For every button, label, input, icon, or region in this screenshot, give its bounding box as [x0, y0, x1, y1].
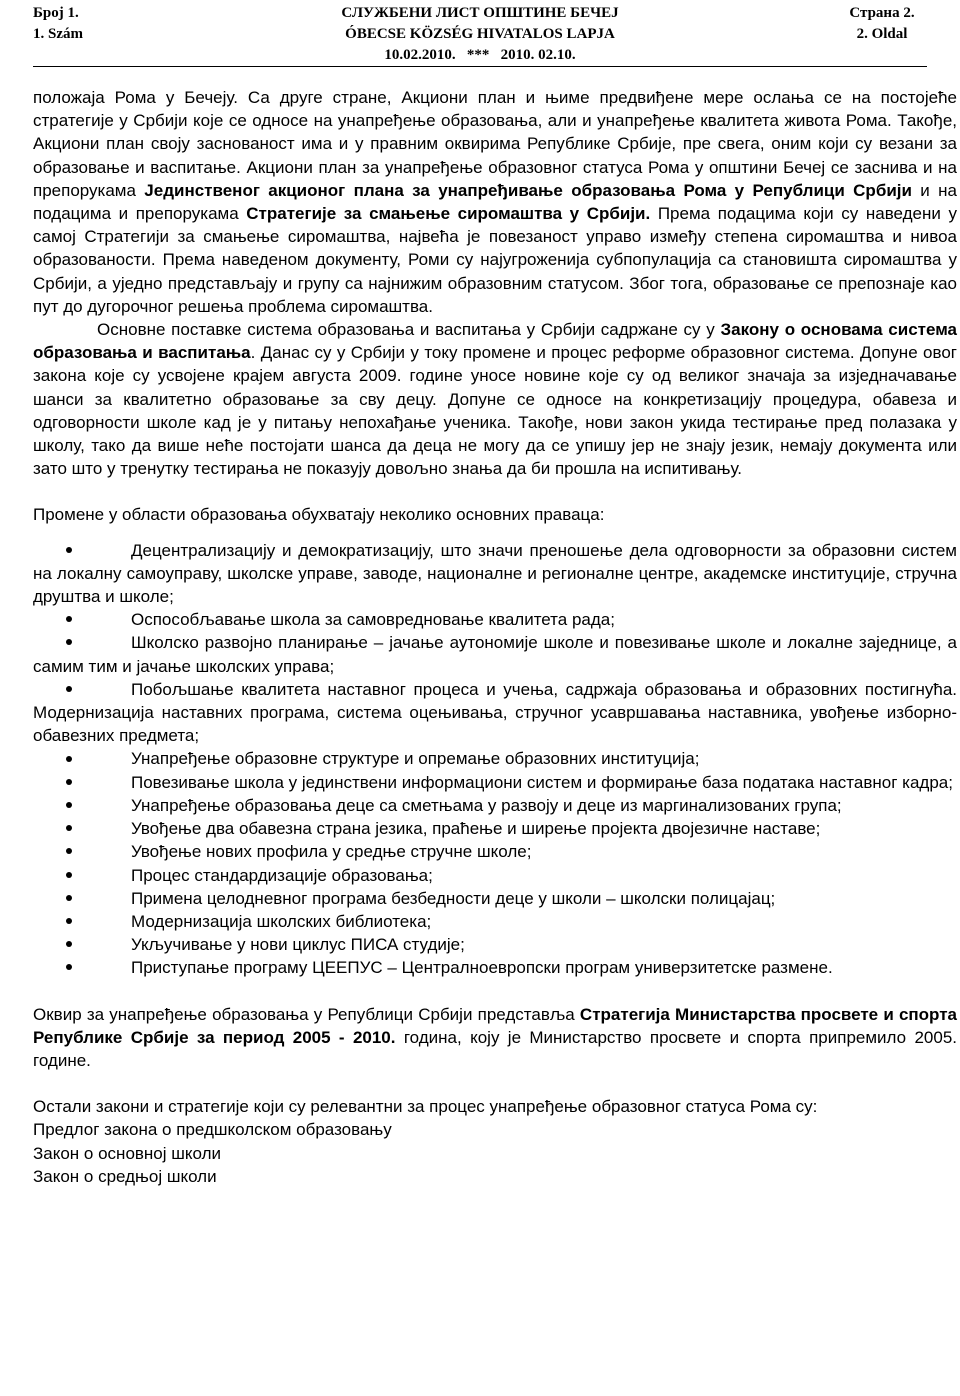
bullet-icon [33, 817, 131, 840]
list-item [33, 678, 957, 748]
list-item-text: Унапређење образовне структуре и опремање образовних институција; [131, 749, 700, 769]
list-item [33, 539, 957, 609]
list-item [33, 631, 957, 677]
list-item-text: Укључивање у нови циклус ПИСА студије; [131, 935, 465, 955]
paragraph-education-law: Основне поставке система образовања и васпитања у Србији садржане су у Закону о основама система образовања и васпитања. Данас су у Србији у току промене и процес реформе образовног система. Допуне овог закона које су усвојене крајем августа 2009. године уносе новине које су од великог значаја за изједначавање шанси за квалитетно образовање за сву децу. Допуне се односе на конкретизацију процедура, обавеза и одговорности школе кад је у питању непохађање ученика. Такође, нови закон укида тестирање пред полазака у школу, тако да више неће постојати шанса да деца не могу да се упишу јер не знају језик, немају документа или зато што у тренутку тестирања не показују довољно знања да би прошла на испитивању. [33, 320, 958, 479]
bullet-icon [33, 631, 131, 654]
bullet-icon [33, 747, 131, 770]
bullet-icon [33, 933, 131, 956]
bullet-icon [33, 771, 131, 794]
bullet-icon [33, 608, 131, 631]
bullet-icon [33, 539, 131, 562]
list-item-text: Процес стандардизације образовања; [131, 865, 433, 885]
list-item [33, 864, 957, 887]
bullet-icon [33, 956, 131, 979]
list-item-text: Школско развојно планирање – јачање аутономије школе и повезивање школе и локалне заједнице, а самим тим и јачање школских управа; [33, 633, 957, 676]
law-item: Закон о основној школи [33, 1143, 222, 1163]
list-item [33, 747, 957, 770]
paragraph-roma-action-plan: положаја Рома у Бечеју. Са друге стране, Акциони план и њиме предвиђене мере ослања се на постојеће стратегије у Србији које се односе на унапређење образовања, али и унапређење квалитета живота Рома. Такође, Акциони план своју заснованост има и у правним оквирима Републике Србије, пре свега, оним који су везани за образовање и васпитање. Акциони план за унапређење образовног статуса Рома у општини Бечеј се заснива и на препорукама Јединственог акционог плана за унапређивање образовања Рома у Републици Србији и на подацима и препорукама Стратегије за смањење сиромаштва у Србији. Према подацима који су наведени у самој Стратегији за смањење сиромаштва, највећа је повезаност управо између степена сиромаштва и нивоа образованости. Према наведеном документу, Роми су најугроженија субпопулација са становишта сиромаштва у Србији, а уједно представљају и групу са најнижим образовним статусом. Због тога, образовање се препознаје као пут до дугорочног решења проблема сиромаштва. [33, 88, 957, 316]
gazette-title: СЛУЖБЕНИ ЛИСТ ОПШТИНЕ БЕЧЕЈ ÓBECSE KÖZSÉG HIVATALOS LAPJA 10.02.2010. *** 2010. 02.10. [341, 5, 619, 63]
list-item [33, 933, 957, 956]
law-item: Предлог закона о предшколском образовању [33, 1120, 392, 1140]
list-item [33, 956, 957, 979]
paragraph-strategy: Оквир за унапређење образовања у Републици Србији представља Стратегија Министарства просвете и спорта Републике Србије за период 2005 - 2010. година, коју је Министарство просвете и спорта припремило 2005. године. [33, 1004, 958, 1070]
bullet-icon [33, 887, 131, 910]
list-item-text: Приступање програму ЦЕЕПУС – Централноевропски програм универзитетске размене. [131, 958, 833, 978]
bullet-icon [33, 840, 131, 863]
list-item [33, 817, 957, 840]
list-item-text: Побољшање квалитета наставног процеса и учења, садржаја образовања и образовних постигнућа. Модернизација наставних програма, система оцењивања, стручног усавршавања наставника, увођење изборно-обавезних предмета; [33, 679, 957, 746]
bullet-icon [33, 864, 131, 887]
page-body [33, 86, 957, 1188]
list-item-text: Унапређење образовања деце са сметњама у развоју и деце из маргинализованих група; [131, 795, 842, 815]
bullet-icon [33, 794, 131, 817]
list-item-text: Повезивање школа у јединствени информациони систем и формирање база података наставног кадра; [131, 772, 953, 792]
bullet-icon [33, 910, 131, 933]
list-item [33, 794, 957, 817]
list-item-text: Увођење нових профила у средње стручне школе; [131, 842, 532, 862]
paragraph-other-laws: Остали закони и стратегије који су релевантни за процес унапређење образовног статуса Рома су: [33, 1097, 818, 1117]
list-item-text: Модернизација школских библиотека; [131, 911, 432, 931]
law-list [33, 1118, 957, 1188]
issue-number: Број 1. 1. Szám [33, 5, 83, 42]
list-item [33, 608, 957, 631]
header-rule [33, 66, 927, 67]
page-header [0, 0, 960, 66]
list-item-text: Увођење два обавезна страна језика, праћење и ширење пројекта двојезичне наставе; [131, 819, 821, 839]
page-number: Страна 2. 2. Oldal [849, 5, 915, 42]
list-intro: Промене у области образовања обухватају неколико основних праваца: [33, 505, 605, 525]
list-item-text: Примена целодневног програма безбедности деце у школи – школски полицајац; [131, 888, 776, 908]
list-item-text: Децентрализацију и демократизацију, што значи преношење дела одговорности за образовни систем на локалну самоуправу, школске управе, заводе, националне и регионалне центре, академске институције, стручна друштва и школе; [33, 540, 957, 607]
bullet-icon [33, 678, 131, 701]
law-item: Закон о средњој школи [33, 1166, 217, 1186]
list-item [33, 840, 957, 863]
list-item [33, 771, 957, 794]
list-item-text: Оспособљавање школа за самовредновање квалитета рада; [131, 610, 615, 630]
list-item [33, 887, 957, 910]
list-item [33, 910, 957, 933]
reform-list [33, 539, 957, 980]
